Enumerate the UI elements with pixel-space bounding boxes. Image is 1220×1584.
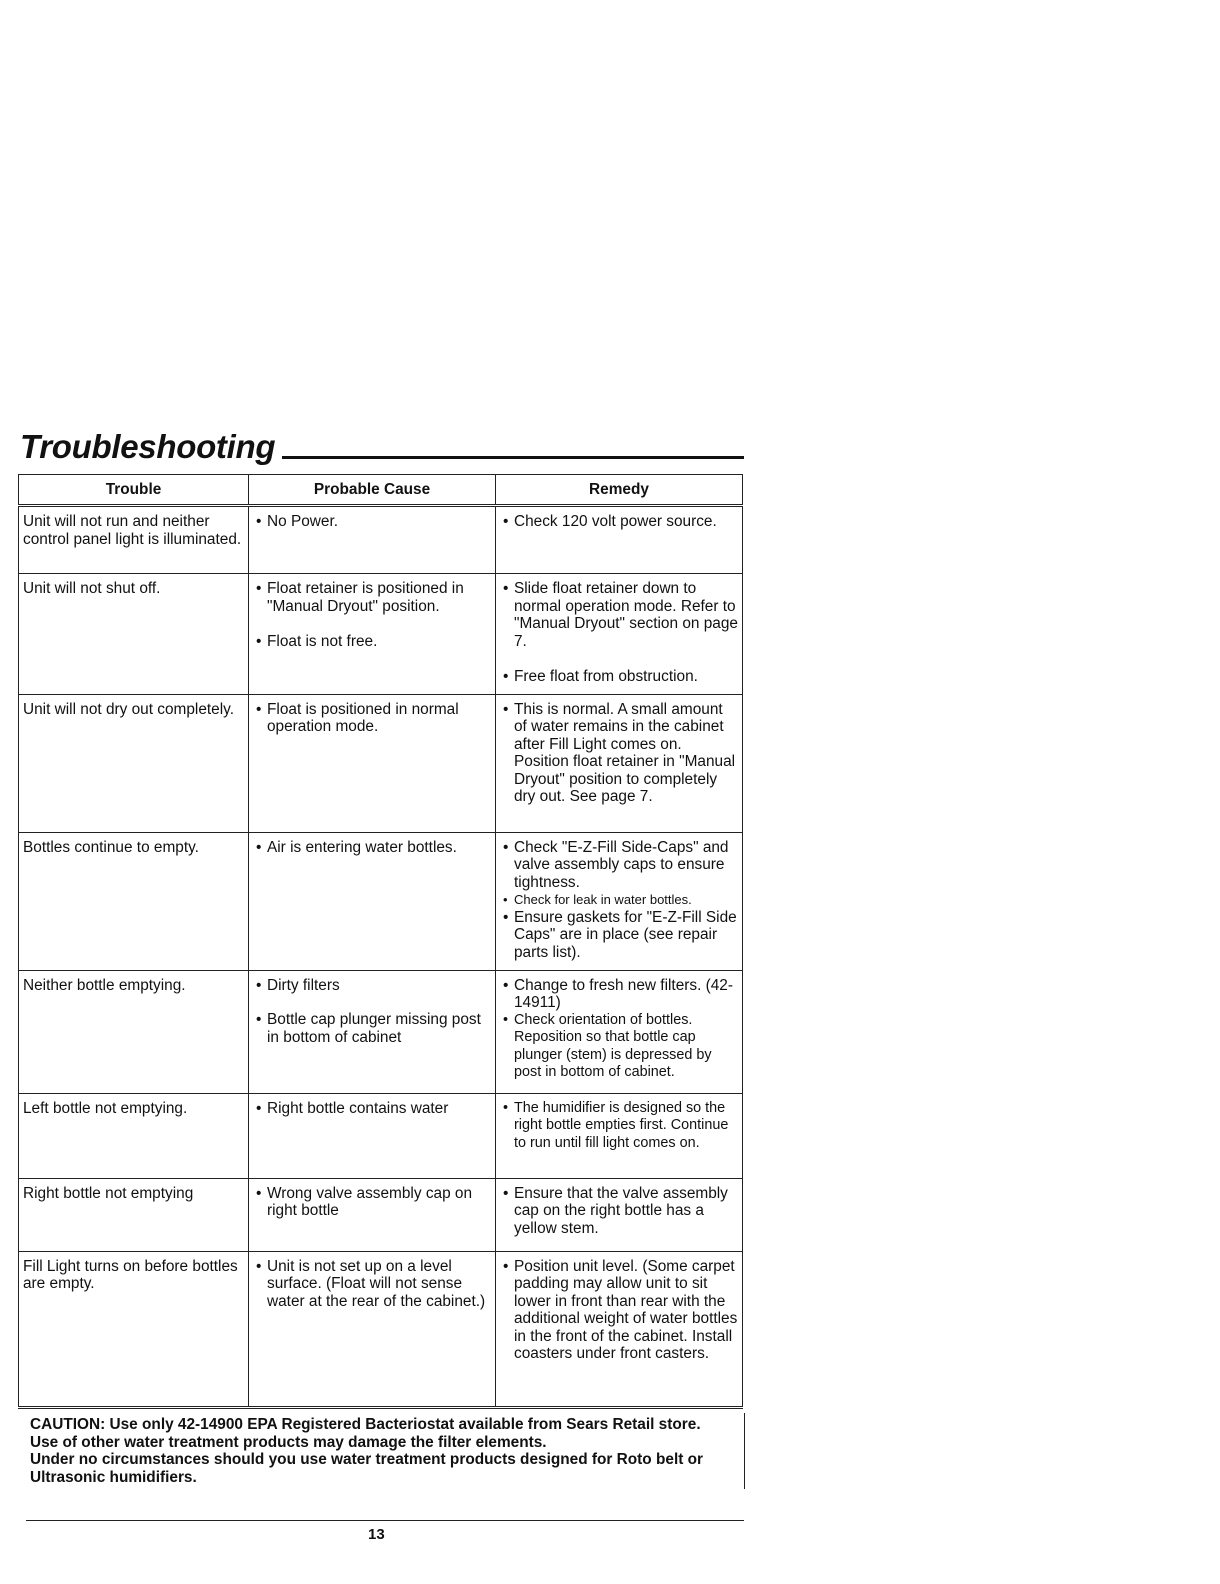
- caution-line: CAUTION: Use only 42-14900 EPA Registered Bacteriostat available from Sears Retail store.: [30, 1416, 701, 1433]
- cause-cell: [249, 574, 496, 695]
- table-row: [19, 1093, 743, 1178]
- cause-item: • Air is entering water bottles.: [253, 839, 491, 857]
- remedy-item: • Ensure that the valve assembly cap on the right bottle has a yellow stem.: [500, 1185, 738, 1238]
- cause-item: • Dirty filters: [253, 977, 491, 995]
- cause-item: • Float is positioned in normal operation mode.: [253, 701, 491, 736]
- trouble-cell: Unit will not run and neither control panel light is illuminated.: [19, 506, 249, 574]
- page-title: Troubleshooting: [20, 428, 276, 465]
- cause-cell: [249, 1093, 496, 1178]
- cause-item: • Unit is not set up on a level surface. (Float will not sense water at the rear of the cabinet.): [253, 1258, 491, 1311]
- remedy-item: • Check orientation of bottles. Reposition so that bottle cap plunger (stem) is depressed by post in bottom of cabinet.: [500, 1012, 738, 1082]
- table-row: [19, 970, 743, 1093]
- cause-cell: [249, 694, 496, 832]
- title-rule: [282, 456, 744, 459]
- remedy-item: • Check 120 volt power source.: [500, 513, 738, 531]
- cause-item: • Float retainer is positioned in "Manual Dryout" position.: [253, 580, 491, 615]
- header-trouble: Trouble: [19, 475, 249, 506]
- trouble-cell: Unit will not shut off.: [19, 574, 249, 695]
- remedy-item: • Ensure gaskets for "E-Z-Fill Side Caps" are in place (see repair parts list).: [500, 909, 738, 962]
- remedy-item: • Position unit level. (Some carpet padding may allow unit to sit lower in front than rear with the additional weight of water bottles in the front of the cabinet. Install coasters under front casters.: [500, 1258, 738, 1363]
- table-row: [19, 506, 743, 574]
- caution-bottom-rule: [26, 1520, 744, 1521]
- remedy-cell: [496, 970, 743, 1093]
- caution-line: Use of other water treatment products may damage the filter elements.: [30, 1433, 547, 1451]
- table-row: [19, 574, 743, 695]
- cause-item: • No Power.: [253, 513, 491, 531]
- cause-cell: [249, 1251, 496, 1407]
- cause-item: • Float is not free.: [253, 633, 491, 651]
- header-remedy: Remedy: [496, 475, 743, 506]
- page-number: 13: [368, 1526, 385, 1543]
- caution-line: Under no circumstances should you use water treatment products designed for Roto belt or Ultrasonic humidifiers.: [30, 1451, 704, 1486]
- cause-cell: [249, 506, 496, 574]
- trouble-cell: Fill Light turns on before bottles are empty.: [19, 1251, 249, 1407]
- table-row: [19, 694, 743, 832]
- table-header-row: [19, 475, 743, 506]
- table-row: [19, 832, 743, 970]
- cause-item: • Right bottle contains water: [253, 1100, 491, 1118]
- trouble-cell: Neither bottle emptying.: [19, 970, 249, 1093]
- remedy-cell: [496, 506, 743, 574]
- cause-item: • Wrong valve assembly cap on right bottle: [253, 1185, 491, 1220]
- remedy-cell: [496, 1093, 743, 1178]
- remedy-cell: [496, 1251, 743, 1407]
- remedy-item: • Check "E-Z-Fill Side-Caps" and valve assembly caps to ensure tightness.: [500, 839, 738, 892]
- caution-box: [24, 1413, 745, 1489]
- remedy-item: • The humidifier is designed so the right bottle empties first. Continue to run until fill light comes on.: [500, 1100, 738, 1153]
- trouble-cell: Bottles continue to empty.: [19, 832, 249, 970]
- remedy-cell: [496, 574, 743, 695]
- remedy-item: • Slide float retainer down to normal operation mode. Refer to "Manual Dryout" section on page 7.: [500, 580, 738, 650]
- cause-cell: [249, 970, 496, 1093]
- remedy-cell: [496, 1178, 743, 1251]
- table-row: [19, 1251, 743, 1407]
- trouble-cell: Unit will not dry out completely.: [19, 694, 249, 832]
- remedy-item: • Free float from obstruction.: [500, 668, 738, 686]
- troubleshooting-table: [18, 474, 743, 1409]
- header-probable-cause: Probable Cause: [249, 475, 496, 506]
- remedy-item: • Check for leak in water bottles.: [500, 891, 738, 909]
- remedy-item: • Change to fresh new filters. (42-14911): [500, 977, 738, 1012]
- trouble-cell: Right bottle not emptying: [19, 1178, 249, 1251]
- cause-cell: [249, 1178, 496, 1251]
- cause-cell: [249, 832, 496, 970]
- cause-item: • Bottle cap plunger missing post in bottom of cabinet: [253, 1011, 491, 1046]
- table-row: [19, 1178, 743, 1251]
- remedy-item: • This is normal. A small amount of water remains in the cabinet after Fill Light comes on. Position float retainer in "Manual Dryout" position to completely dry out. See page 7.: [500, 701, 738, 806]
- remedy-cell: [496, 832, 743, 970]
- trouble-cell: Left bottle not emptying.: [19, 1093, 249, 1178]
- remedy-cell: [496, 694, 743, 832]
